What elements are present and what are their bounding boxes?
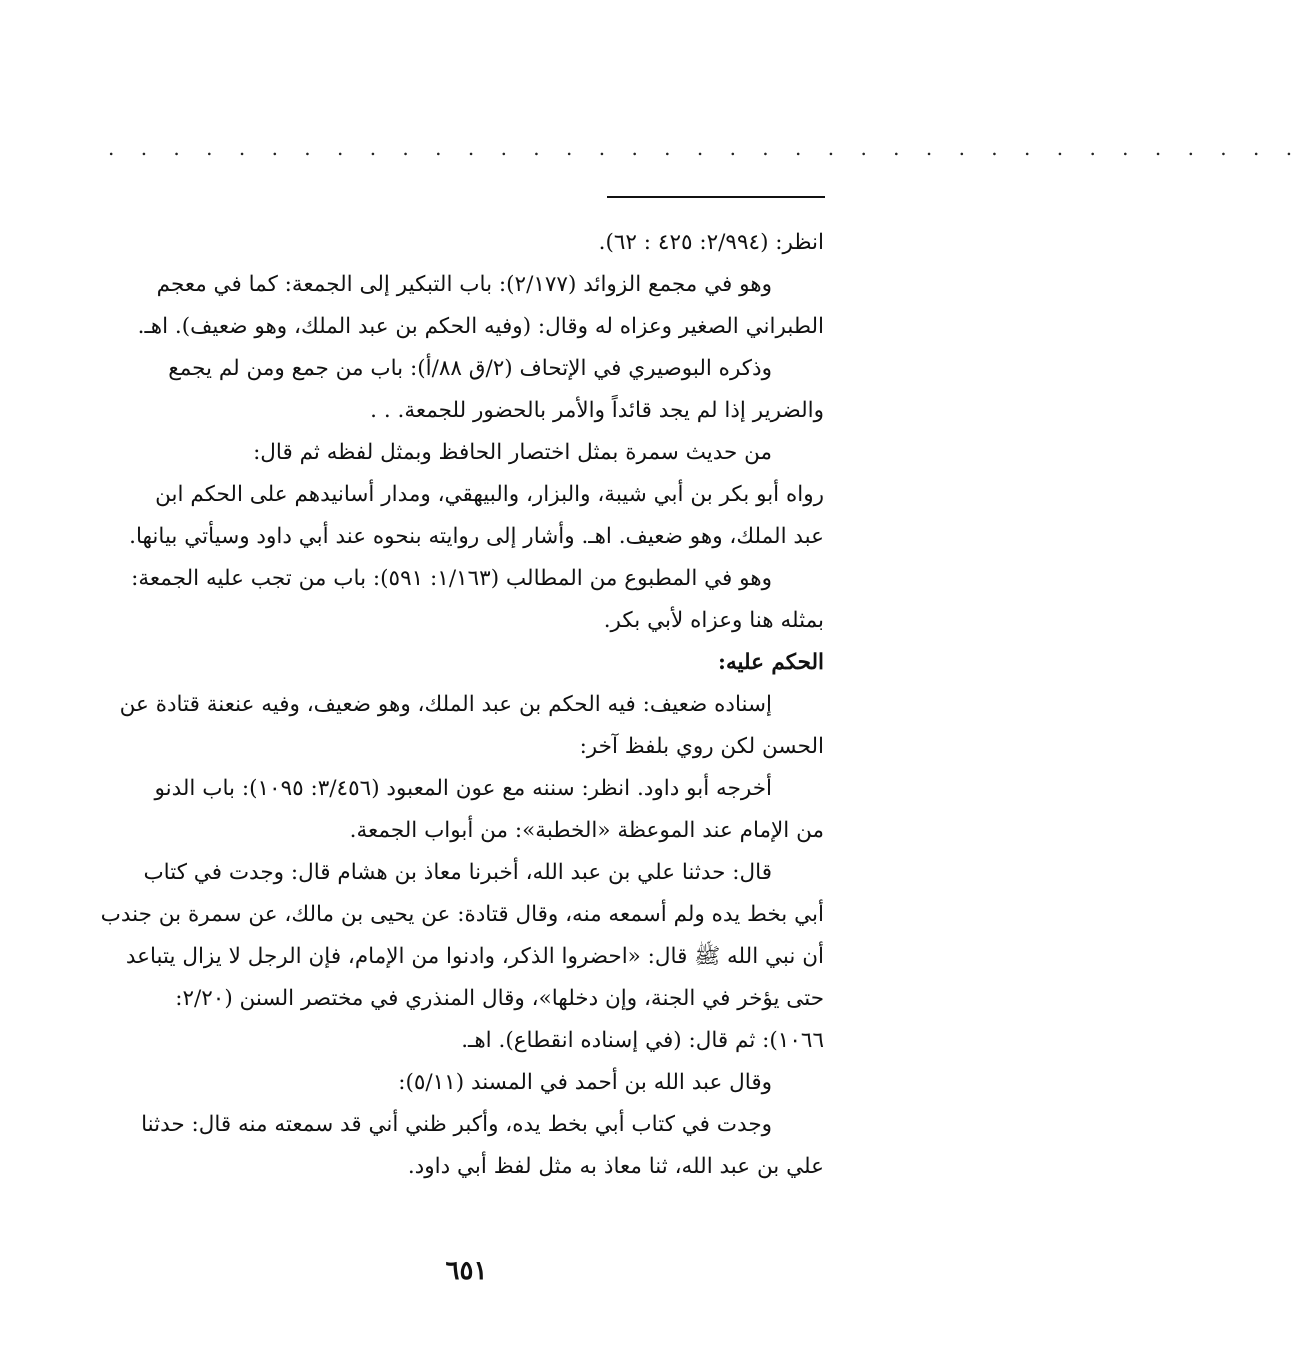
- text-line: بمثله هنا وعزاه لأبي بكر.: [603, 608, 824, 633]
- paragraph-first-line: من حديث سمرة بمثل اختصار الحافظ وبمثل لفظه ثم قال:: [253, 440, 772, 465]
- text-line: عبد الملك، وهو ضعيف. اهـ. وأشار إلى روايته بنحوه عند أبي داود وسيأتي بيانها.: [129, 524, 824, 549]
- paragraph-first-line: وجدت في كتاب أبي بخط يده، وأكبر ظني أني قد سمعته منه قال: حدثنا: [141, 1112, 772, 1137]
- section-heading: الحكم عليه:: [718, 650, 824, 675]
- text-line: من الإمام عند الموعظة «الخطبة»: من أبواب الجمعة.: [349, 818, 824, 843]
- page-number: ٦٥١: [445, 1256, 488, 1286]
- footnote-rule: [607, 196, 825, 198]
- text-line: رواه أبو بكر بن أبي شيبة، والبزار، والبيهقي، ومدار أسانيدهم على الحكم ابن: [155, 482, 824, 507]
- text-line: ١٠٦٦): ثم قال: (في إسناده انقطاع). اهـ.: [461, 1028, 824, 1053]
- text-line: انظر: (٢/٩٩٤: ٤٢٥ : ٦٢).: [598, 230, 824, 255]
- text-line: الحسن لكن روي بلفظ آخر:: [579, 734, 824, 759]
- text-line: أن نبي الله ﷺ قال: «احضروا الذكر، وادنوا من الإمام، فإن الرجل لا يزال يتباعد: [125, 944, 824, 969]
- dotted-separator: . . . . . . . . . . . . . . . . . . . . . . . . . . . . . . . . . . . . .: [108, 136, 1302, 160]
- paragraph-first-line: وقال عبد الله بن أحمد في المسند (٥/١١):: [398, 1070, 772, 1095]
- paragraph-first-line: أخرجه أبو داود. انظر: سننه مع عون المعبود (٣/٤٥٦: ١٠٩٥): باب الدنو: [154, 776, 772, 801]
- paragraph-first-line: وهو في مجمع الزوائد (٢/١٧٧): باب التبكير إلى الجمعة: كما في معجم: [156, 272, 772, 297]
- text-line: الطبراني الصغير وعزاه له وقال: (وفيه الحكم بن عبد الملك، وهو ضعيف). اهـ.: [137, 314, 824, 339]
- text-line: أبي بخط يده ولم أسمعه منه، وقال قتادة: عن يحيى بن مالك، عن سمرة بن جندب: [100, 902, 824, 927]
- paragraph-first-line: وهو في المطبوع من المطالب (١/١٦٣: ٥٩١): باب من تجب عليه الجمعة:: [131, 566, 772, 591]
- text-line: والضرير إذا لم يجد قائداً والأمر بالحضور للجمعة. . .: [370, 398, 824, 423]
- text-line: علي بن عبد الله، ثنا معاذ به مثل لفظ أبي داود.: [407, 1154, 824, 1179]
- page-body: [100, 222, 824, 1188]
- paragraph-first-line: وذكره البوصيري في الإتحاف (٢/ق ٨٨/أ): باب من جمع ومن لم يجمع: [168, 356, 772, 381]
- paragraph-first-line: إسناده ضعيف: فيه الحكم بن عبد الملك، وهو ضعيف، وفيه عنعنة قتادة عن: [119, 692, 772, 717]
- paragraph-first-line: قال: حدثنا علي بن عبد الله، أخبرنا معاذ بن هشام قال: وجدت في كتاب: [143, 860, 772, 885]
- text-line: حتى يؤخر في الجنة، وإن دخلها»، وقال المنذري في مختصر السنن (٢/٢٠:: [175, 986, 824, 1011]
